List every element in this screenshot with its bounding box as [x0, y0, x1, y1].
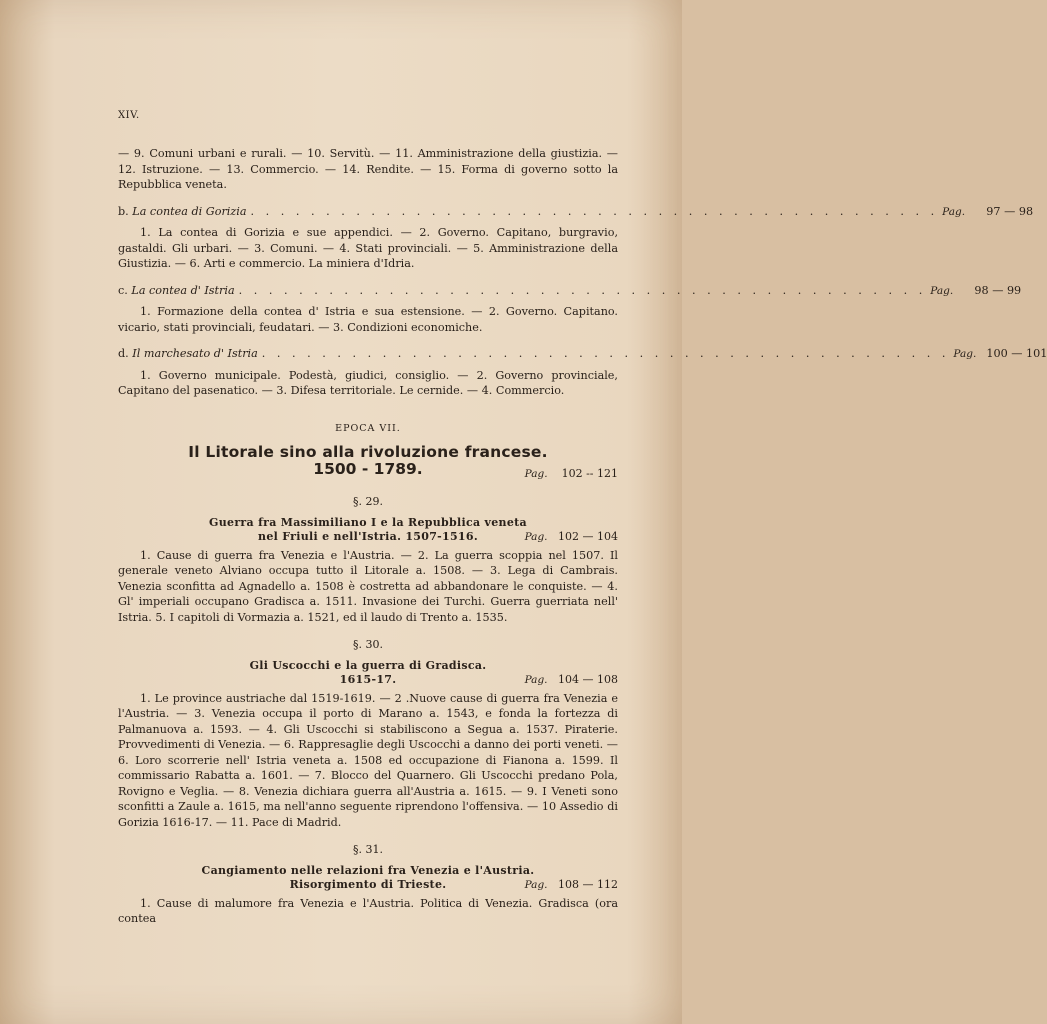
entry-prefix: c.	[118, 283, 128, 297]
leader-dots: . . . . . . . . . . . . . . . . . . . . . . . . . . . . . . . . . . . . . . . . . . . . . .	[261, 347, 950, 360]
entry-prefix: b.	[118, 204, 129, 218]
section-title-line2: 1615-17.	[339, 672, 397, 686]
pag-label: Pag.	[942, 205, 966, 218]
pag-label: Pag.	[524, 878, 548, 891]
toc-entry-gorizia	[118, 204, 1034, 221]
entry-title: Il marchesato d' Istria	[132, 347, 258, 360]
pag-label: Pag.	[953, 348, 977, 360]
section-text: 1. Cause di guerra fra Venezia e l'Austria. — 2. La guerra scoppia nel 1507. Il generale veneto Alviano occupa tutto il Litorale a. 1508. — 3. Lega di Cambrais. Venezia sconfitta ad Agnadello a. 1508 è costretta ad abbandonare le conquiste. — 4. Gl' imperiali occupano Gradisca a. 1511. Invasione dei Turchi. Guerra guerriata nell' Istria. 5. I capitoli di Vormazia a. 1521, ed il laudo di Trento a. 1535.	[118, 548, 618, 624]
intro-paragraph: — 9. Comuni urbani e rurali. — 10. Servitù. — 11. Amministrazione della giustizia. — 12. Istruzione. — 13. Commercio. — 14. Rendite. — 15. Forma di governo sotto la Repubblica veneta.	[118, 147, 618, 191]
toc-content	[118, 146, 1047, 927]
pag-label: Pag.	[524, 673, 548, 686]
section-title-line2: Risorgimento di Trieste.	[289, 877, 447, 891]
section-text: 1. Cause di malumore fra Venezia e l'Austria. Politica di Venezia. Gradisca (ora contea	[118, 896, 618, 925]
entry-title: La contea di Gorizia	[132, 204, 247, 218]
page-range: 102 -- 121	[561, 467, 618, 480]
entry-title: La contea d' Istria	[131, 283, 235, 297]
section-number: §. 29.	[353, 495, 383, 508]
page-range: 102 — 104	[558, 529, 618, 543]
epoca-label: EPOCA VII.	[335, 422, 401, 434]
section-title: Cangiamento nelle relazioni fra Venezia e l'Austria.	[201, 863, 535, 877]
epoca-title: Il Litorale sino alla rivoluzione francese.	[188, 443, 548, 461]
entry-text: 1. La contea di Gorizia e sue appendici. — 2. Governo. Capitano, burgravio, gastaldi. Gli urbari. — 3. Comuni. — 4. Stati provinciali. — 5. Amministrazione della Giustizia. — 6. Arti e commercio. La miniera d'Idria.	[118, 226, 618, 270]
page-range: 97 — 98	[986, 204, 1034, 218]
entry-text: 1. Formazione della contea d' Istria e sua estensione. — 2. Governo. Capitano. vicario, stati provinciali, feudatari. — 3. Condizioni economiche.	[118, 305, 618, 334]
page-range: 100 — 101	[986, 347, 1047, 360]
pag-label: Pag.	[524, 468, 548, 480]
section-title-line2: nel Friuli e nell'Istria. 1507-1516.	[258, 529, 478, 543]
page-number: XIV.	[118, 110, 140, 121]
epoca-years: 1500 - 1789.	[313, 460, 423, 478]
entry-text: 1. Governo municipale. Podestà, giudici, consiglio. — 2. Governo provinciale, Capitano del pasenatico. — 3. Difesa territoriale. Le cernide. — 4. Commercio.	[118, 368, 618, 397]
toc-entry-istria	[118, 283, 1022, 300]
leader-dots: . . . . . . . . . . . . . . . . . . . . . . . . . . . . . . . . . . . . . . . . . . . . . .	[250, 204, 939, 218]
section-title: Guerra fra Massimiliano I e la Repubblica veneta	[209, 515, 527, 529]
pag-label: Pag.	[524, 530, 548, 543]
page-range: 108 — 112	[558, 877, 618, 891]
pag-label: Pag.	[930, 284, 954, 297]
section-text: 1. Le province austriache dal 1519-1619. — 2 .Nuove cause di guerra fra Venezia e l'Austria. — 3. Venezia occupa il porto di Marano a. 1543, e fonda la fortezza di Palmanuova a. 1593. — 4. Gli Uscocchi si stabiliscono a Segua a. 1537. Piraterie. Provvedimenti di Venezia. — 6. Rappresaglie degli Uscocchi a danno dei porti veneti. — 6. Loro scorrerie nell' Istria veneta a. 1508 ed occupazione di Fianona a. 1599. Il commissario Rabatta a. 1601. — 7. Blocco del Quarnero. Gli Uscocchi predano Pola, Rovigno e Veglia. — 8. Venezia dichiara guerra all'Austria a. 1615. — 9. I Veneti sono sconfitti a Zaule a. 1615, ma nell'anno seguente riprendono l'offensiva. — 10 Assedio di Gorizia 1616-17. — 11. Pace di Madrid.	[118, 691, 618, 829]
page-range: 104 — 108	[558, 672, 618, 686]
toc-entry-marchesato	[118, 346, 1047, 363]
page-range: 98 — 99	[974, 283, 1022, 297]
section-number: §. 30.	[353, 638, 383, 651]
section-number: §. 31.	[353, 843, 383, 856]
section-title: Gli Uscocchi e la guerra di Gradisca.	[249, 658, 487, 672]
entry-prefix: d.	[118, 347, 129, 360]
leader-dots: . . . . . . . . . . . . . . . . . . . . . . . . . . . . . . . . . . . . . . . . . . . . . .	[238, 283, 927, 297]
